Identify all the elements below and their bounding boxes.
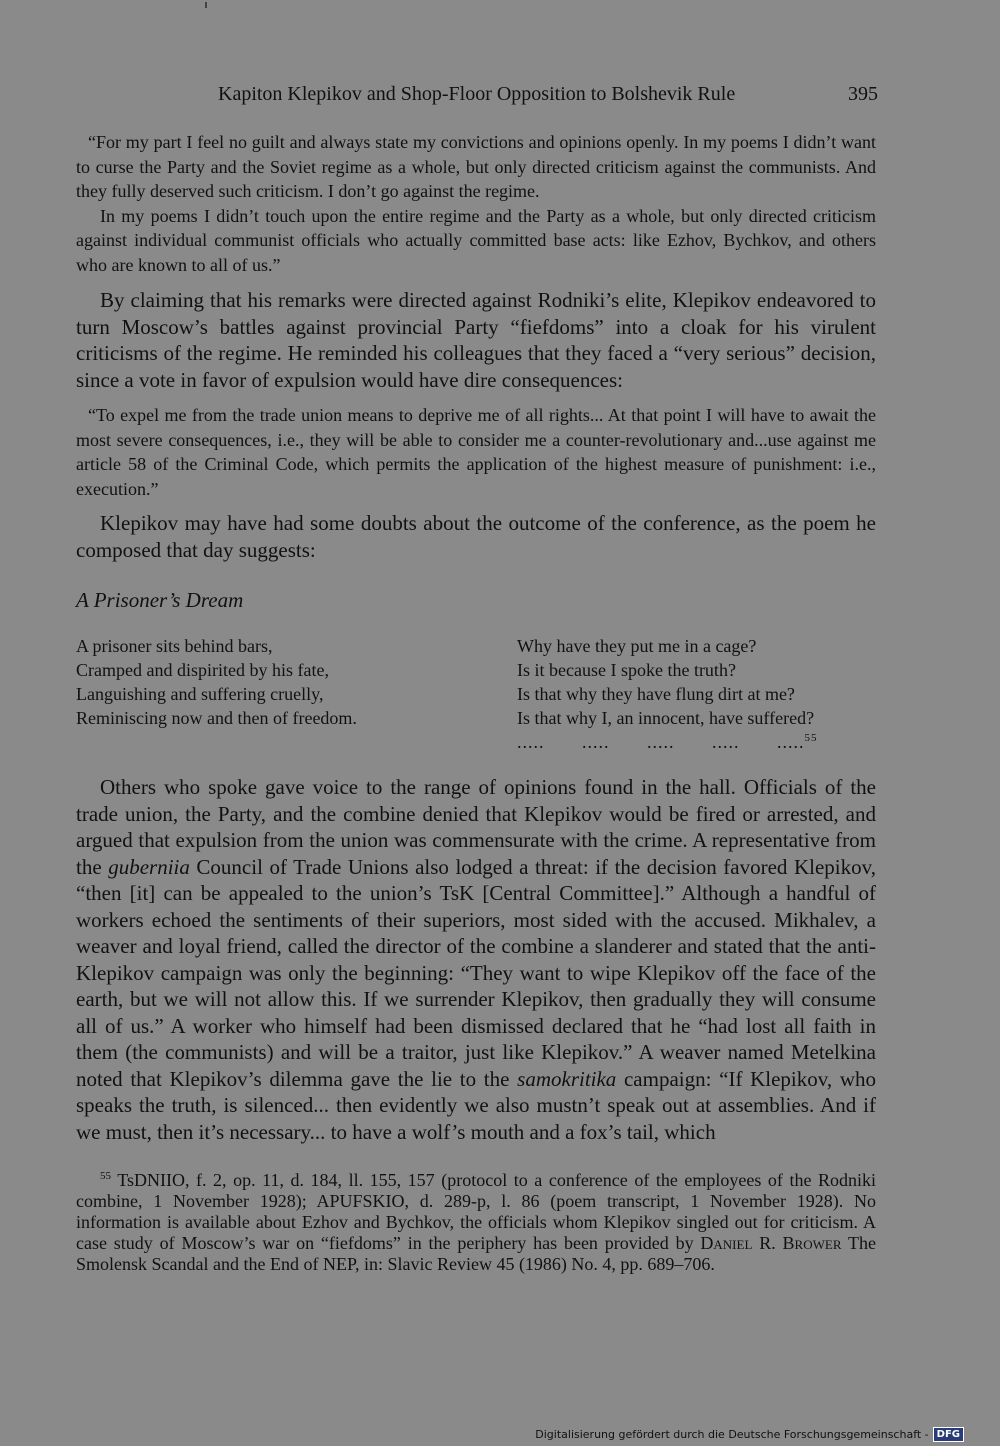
poem-ellipsis-row	[517, 730, 818, 754]
text-run: Council of Trade Unions also lodged a threat: if the decision favored Klepikov, “then [it] can be appealed to the union’s TsK [Central Committee].” Although a handful of workers echoed the sentiments of their superiors, most sided with the accused. Mikhalev, a weaver and loyal friend, called the director of the combine a slanderer and stated that the anti-Klepikov campaign was only the beginning: “They want to wipe Klepikov off the face of the earth, but we will not allow this. If we surrender Klepikov, then gradually they will consume all of us.” A worker who himself had been dismissed declared that he “had lost all faith in them (the communists) and will be a traitor, just like Klepikov.” A weaver named Metelkina noted that Klepikov’s dilemma gave the lie to the	[76, 854, 876, 1091]
footnote-55	[76, 1170, 876, 1275]
text-run: Others who spoke gave voice to the range of opinions found in the hall. Officials of the trade union, the Party, and the combine denied that Klepikov would be fired or arrested, and argued that expulsion from the union was commensurate with the crime. A representative from the	[76, 775, 876, 879]
footnote-author: Daniel R. Brower	[700, 1233, 842, 1253]
text-run: campaign: “If Klepikov, who speaks the truth, is silenced... then evidently we also mustn’t speak out at assemblies. And if we must, then it’s necessary... to have a wolf’s mouth and a fox’s tail, which	[76, 1066, 876, 1144]
ellipsis-last	[777, 730, 818, 754]
body-paragraph-1	[76, 287, 876, 393]
page-number: 395	[848, 83, 878, 105]
credit-text: Digitalisierung gefördert durch die Deutsche Forschungsgemeinschaft -	[535, 1428, 929, 1441]
ellipsis: .....	[647, 732, 675, 752]
quote-paragraph: In my poems I didn’t touch upon the entire regime and the Party as a whole, but only directed criticism against individual communist officials who actually committed base acts: like Ezhov, Bychkov, and others who are known to all of us.”	[76, 205, 876, 275]
poem-stanza-left	[76, 634, 357, 730]
block-quote-2	[76, 403, 876, 501]
dfg-logo-icon: DFG	[933, 1427, 964, 1442]
footnote-text: The Smolensk Scandal and the End of NEP, in: Slavic Review 45 (1986) No. 4, pp. 689–706.	[76, 1233, 876, 1274]
quote-paragraph: “To expel me from the trade union means to deprive me of all rights... At that point I will have to await the most severe consequences, i.e., they will be able to consider me a counter-revolutionary and...use against me article 58 of the Criminal Code, which permits the application of the highest measure of punishment: i.e., execution.”	[76, 405, 876, 499]
poem-title: A Prisoner’s Dream	[76, 588, 244, 612]
poem-line: Reminiscing now and then of freedom.	[76, 708, 357, 728]
scan-artifact	[205, 2, 207, 8]
poem-line: Why have they put me in a cage?	[517, 636, 757, 656]
ellipsis: .....	[517, 732, 545, 752]
ellipsis: .....	[712, 732, 740, 752]
poem-line: Is that why I, an innocent, have suffered?	[517, 708, 815, 728]
quote-paragraph: “For my part I feel no guilt and always state my convictions and opinions openly. In my poems I didn’t want to curse the Party and the Soviet regime as a whole, but only directed criticism against the communists. And they fully deserved such criticism. I don’t go against the regime.	[76, 132, 876, 202]
running-title: Kapiton Klepikov and Shop-Floor Opposition to Bolshevik Rule	[218, 83, 736, 105]
paragraph-text: Klepikov may have had some doubts about the outcome of the conference, as the poem he composed that day suggests:	[76, 511, 876, 562]
poem-line: A prisoner sits behind bars,	[76, 636, 273, 656]
paragraph-text: By claiming that his remarks were directed against Rodniki’s elite, Klepikov endeavored to turn Moscow’s battles against provincial Party “fiefdoms” into a cloak for his virulent criticisms of the regime. He reminded his colleagues that they faced a “very serious” decision, since a vote in favor of expulsion would have dire consequences:	[76, 288, 876, 392]
ellipsis: .....	[582, 732, 610, 752]
body-paragraph-2	[76, 510, 876, 563]
poem-line: Is that why they have flung dirt at me?	[517, 684, 795, 704]
ellipsis: .....	[777, 732, 805, 752]
block-quote-1	[76, 130, 876, 278]
italic-term: samokritika	[517, 1066, 617, 1091]
footnote-reference[interactable]: 55	[804, 732, 818, 744]
footnote-indent	[76, 1170, 100, 1190]
poem-line: Languishing and suffering cruelly,	[76, 684, 324, 704]
paragraph-text	[76, 774, 876, 1145]
poem-line: Is it because I spoke the truth?	[517, 660, 736, 680]
digitization-credit	[535, 1427, 964, 1442]
poem-line: Cramped and dispirited by his fate,	[76, 660, 329, 680]
footnote-number: 55	[100, 1170, 111, 1182]
footnote-text: TsDNIIO, f. 2, op. 11, d. 184, ll. 155, 157 (protocol to a conference of the employees of the Rodniki combine, 1 November 1928); APUFSKIO, d. 289-p, l. 86 (poem transcript, 1 November 1928). No information is available about Ezhov and Bychkov, the officials whom Klepikov singled out for criticism. A case study of Moscow’s war on “fiefdoms” in the periphery has been provided by	[76, 1170, 876, 1253]
poem-stanza-right	[517, 634, 818, 754]
body-paragraph-3	[76, 774, 876, 1145]
italic-term: guberniia	[108, 854, 190, 879]
